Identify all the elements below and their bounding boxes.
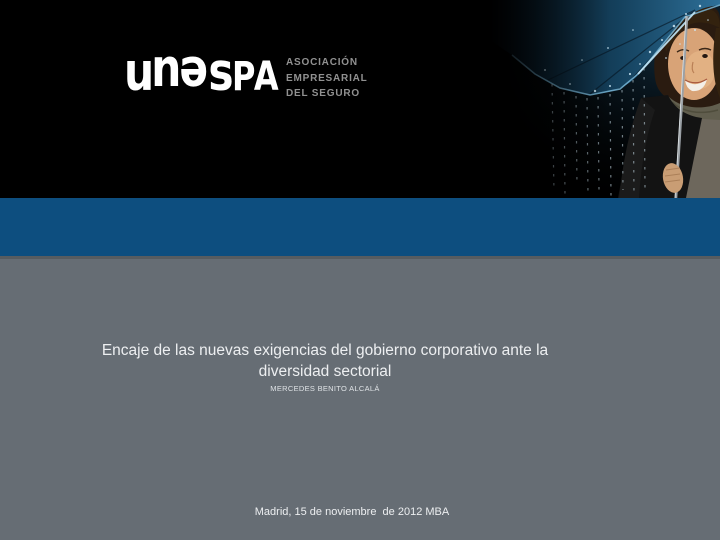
logo-tagline (286, 55, 368, 102)
blue-accent-band (0, 198, 720, 256)
author-name: MERCEDES BENITO ALCALÁ (270, 384, 380, 393)
logo-glyph: e (181, 44, 209, 106)
logo-tagline-line: DEL SEGURO (286, 88, 360, 99)
logo-tagline-line: EMPRESARIAL (286, 72, 368, 84)
unespa-logo-wordmark (124, 42, 278, 106)
header-band (0, 0, 720, 198)
footer-date: Madrid, 15 de noviembre de 2012 MBA (254, 506, 450, 518)
slide-body (0, 256, 720, 540)
logo-glyph: u (124, 42, 153, 103)
title-block (0, 341, 650, 393)
logo-glyph: A (253, 54, 278, 100)
slide-title-line-1: Encaje de las nuevas exigencias del gobierno corporativo ante la (101, 342, 549, 359)
slide-title-line-2: diversidad sectorial (258, 362, 392, 380)
logo-tagline-line: ASOCIACIÓN (286, 57, 358, 68)
logo-glyph: s (208, 42, 232, 103)
umbrella-photo (490, 0, 720, 198)
umbrella-photo-art (490, 0, 720, 198)
logo-glyph: P (231, 54, 254, 100)
logo-glyph: u (152, 44, 182, 106)
